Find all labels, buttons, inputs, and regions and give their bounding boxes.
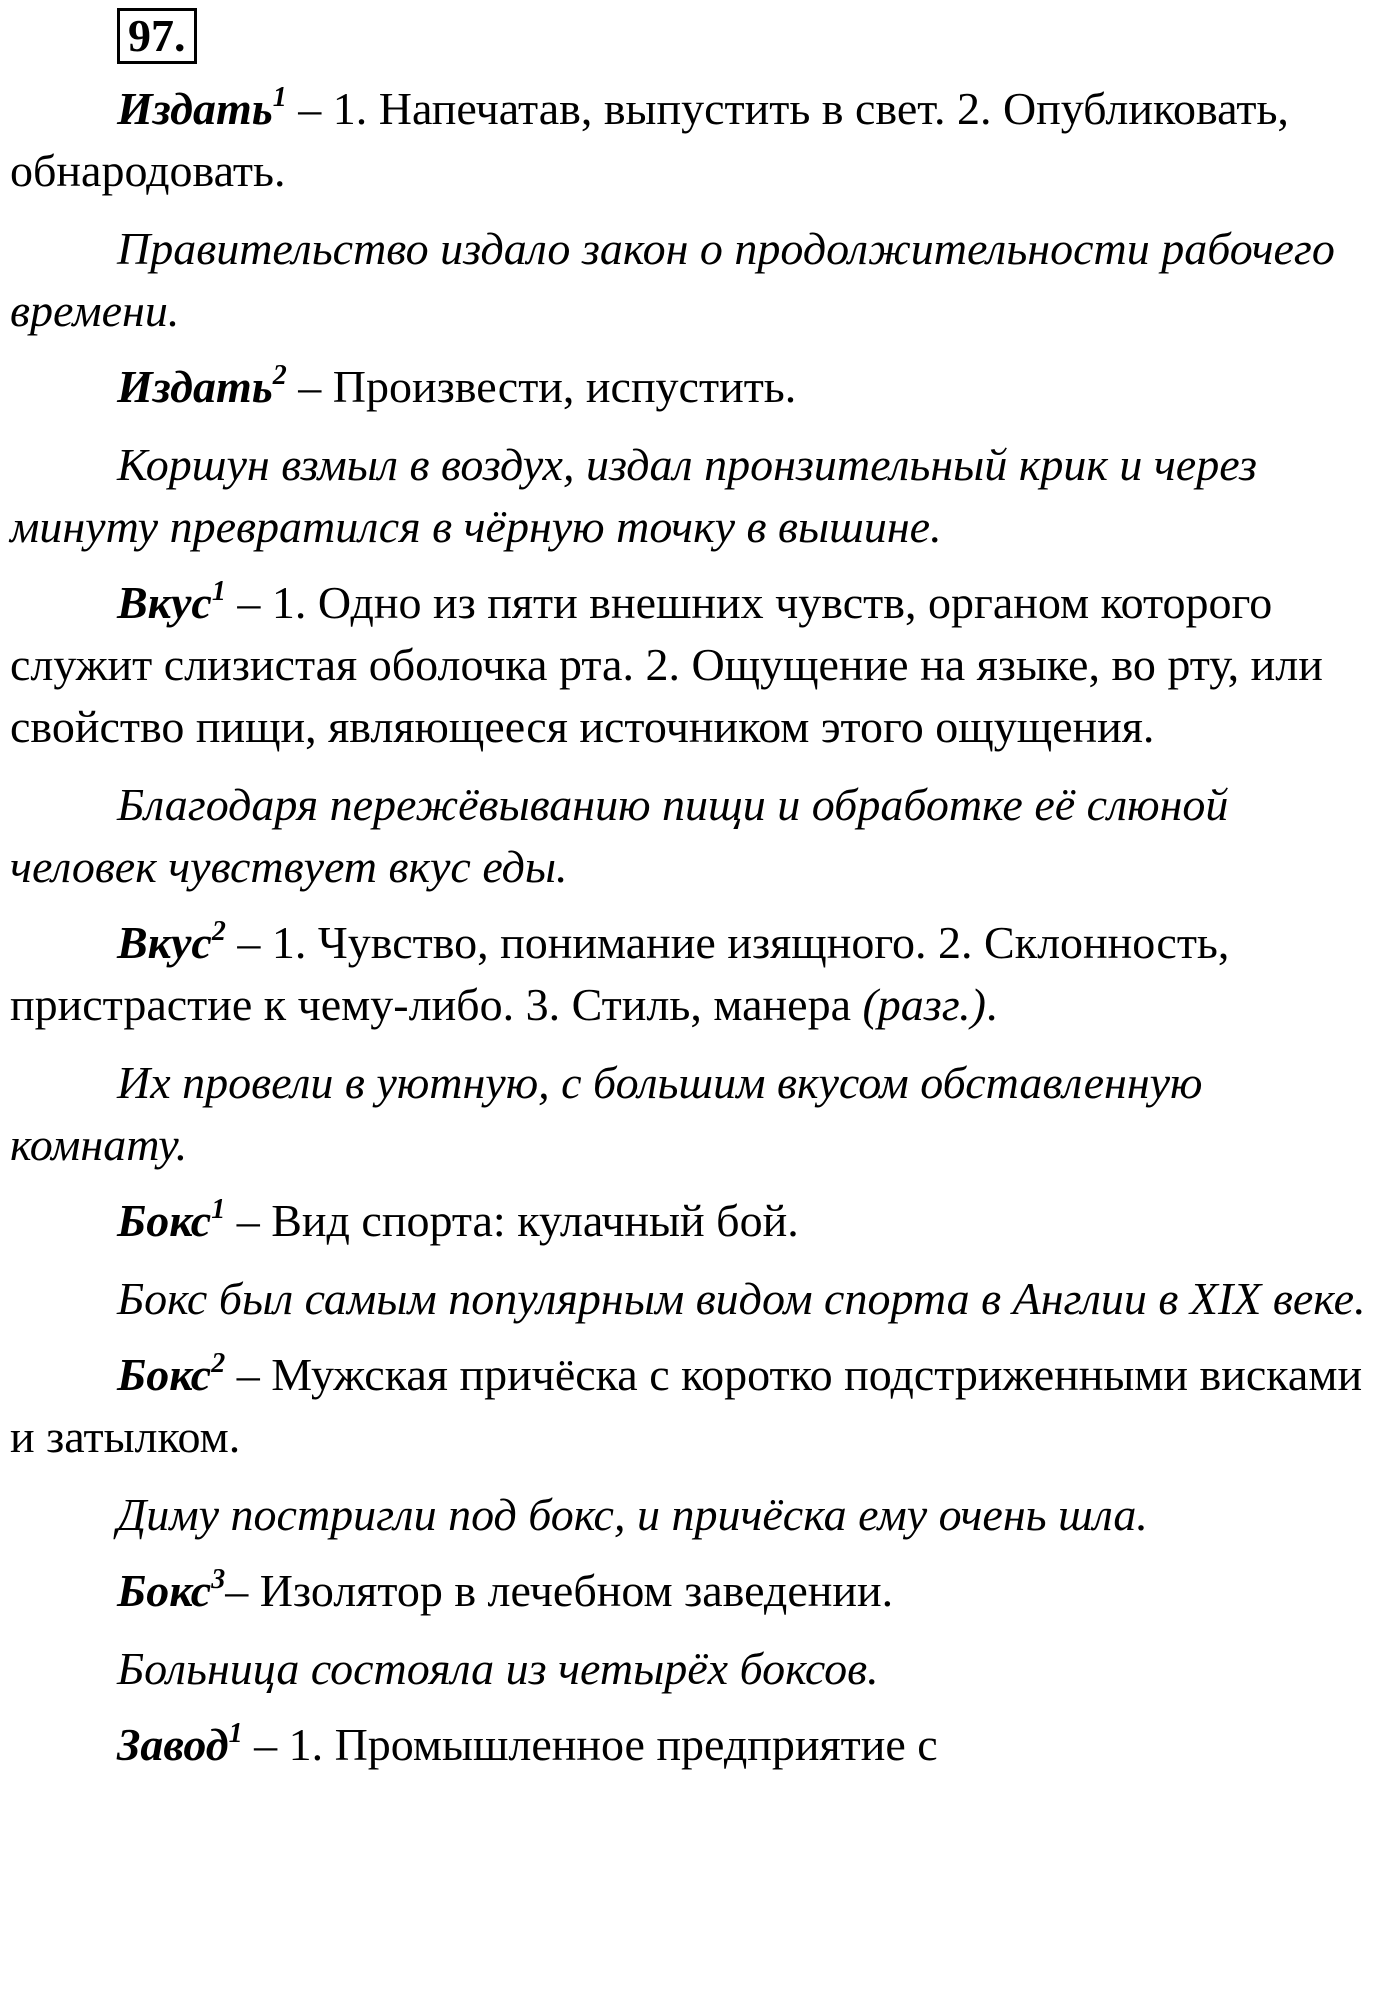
headword: Бокс$^3$ bbox=[117, 1564, 226, 1616]
headword: Вкус$^1$ bbox=[117, 576, 226, 628]
exercise-number: 97. bbox=[117, 8, 197, 64]
dictionary-entry bbox=[10, 1190, 1385, 1252]
headword: Вкус$^2$ bbox=[117, 916, 226, 968]
dictionary-entry bbox=[10, 912, 1385, 1036]
example-sentence: Благодаря пережёвыванию пищи и обработке её слюной человек чувствует вкус еды. bbox=[10, 779, 1229, 892]
headword: Издать$^2$ bbox=[117, 360, 287, 412]
definition: – 1. Одно из пяти внешних чувств, органом которого служит слизистая оболочка рта. 2. Ощущение на языке, во рту, или свойство пищи, являющееся источником этого ощущения. bbox=[10, 577, 1323, 752]
dictionary-entry bbox=[10, 356, 1385, 418]
definition: – 1. Напечатав, выпустить в свет. 2. Опубликовать, обнародовать. bbox=[10, 83, 1289, 196]
definition: – 1. Чувство, понимание изящного. 2. Склонность, пристрастие к чему-либо. 3. Стиль, манера bbox=[10, 917, 1230, 1030]
dictionary-entry bbox=[10, 572, 1385, 758]
example-sentence: Бокс был самым популярным видом спорта в Англии в XIX веке. bbox=[117, 1273, 1366, 1324]
example-sentence: Их провели в уютную, с большим вкусом обставленную комнату. bbox=[10, 1057, 1203, 1170]
example-sentence: Больница состояла из четырёх боксов. bbox=[117, 1643, 879, 1694]
definition: – Мужская причёска с коротко подстриженными висками и затылком. bbox=[10, 1349, 1363, 1462]
definition: – Вид спорта: кулачный бой. bbox=[225, 1195, 799, 1246]
headword: Издать$^1$ bbox=[117, 82, 287, 134]
definition: – Произвести, испустить. bbox=[286, 361, 797, 412]
definition-tail: . bbox=[985, 979, 998, 1030]
headword: Завод$^1$ bbox=[117, 1718, 243, 1770]
dictionary-entry bbox=[10, 1344, 1385, 1468]
headword: Бокс$^1$ bbox=[117, 1194, 226, 1246]
example-sentence: Коршун взмыл в воздух, издал пронзительный крик и через минуту превратился в чёрную точку в вышине. bbox=[10, 439, 1257, 552]
definition: – 1. Промышленное предприятие с bbox=[242, 1719, 938, 1770]
example-sentence: Правительство издало закон о продолжительности рабочего времени. bbox=[10, 223, 1335, 336]
headword: Бокс$^2$ bbox=[117, 1348, 226, 1400]
example-sentence: Диму постригли под бокс, и причёска ему очень шла. bbox=[117, 1489, 1148, 1540]
dictionary-entry bbox=[10, 1560, 1385, 1622]
dictionary-entry bbox=[10, 78, 1385, 202]
definition: – Изолятор в лечебном заведении. bbox=[225, 1565, 894, 1616]
dictionary-entry bbox=[10, 1714, 1385, 1776]
usage-note: (разг.) bbox=[862, 979, 986, 1030]
document-page bbox=[10, 8, 1385, 1776]
